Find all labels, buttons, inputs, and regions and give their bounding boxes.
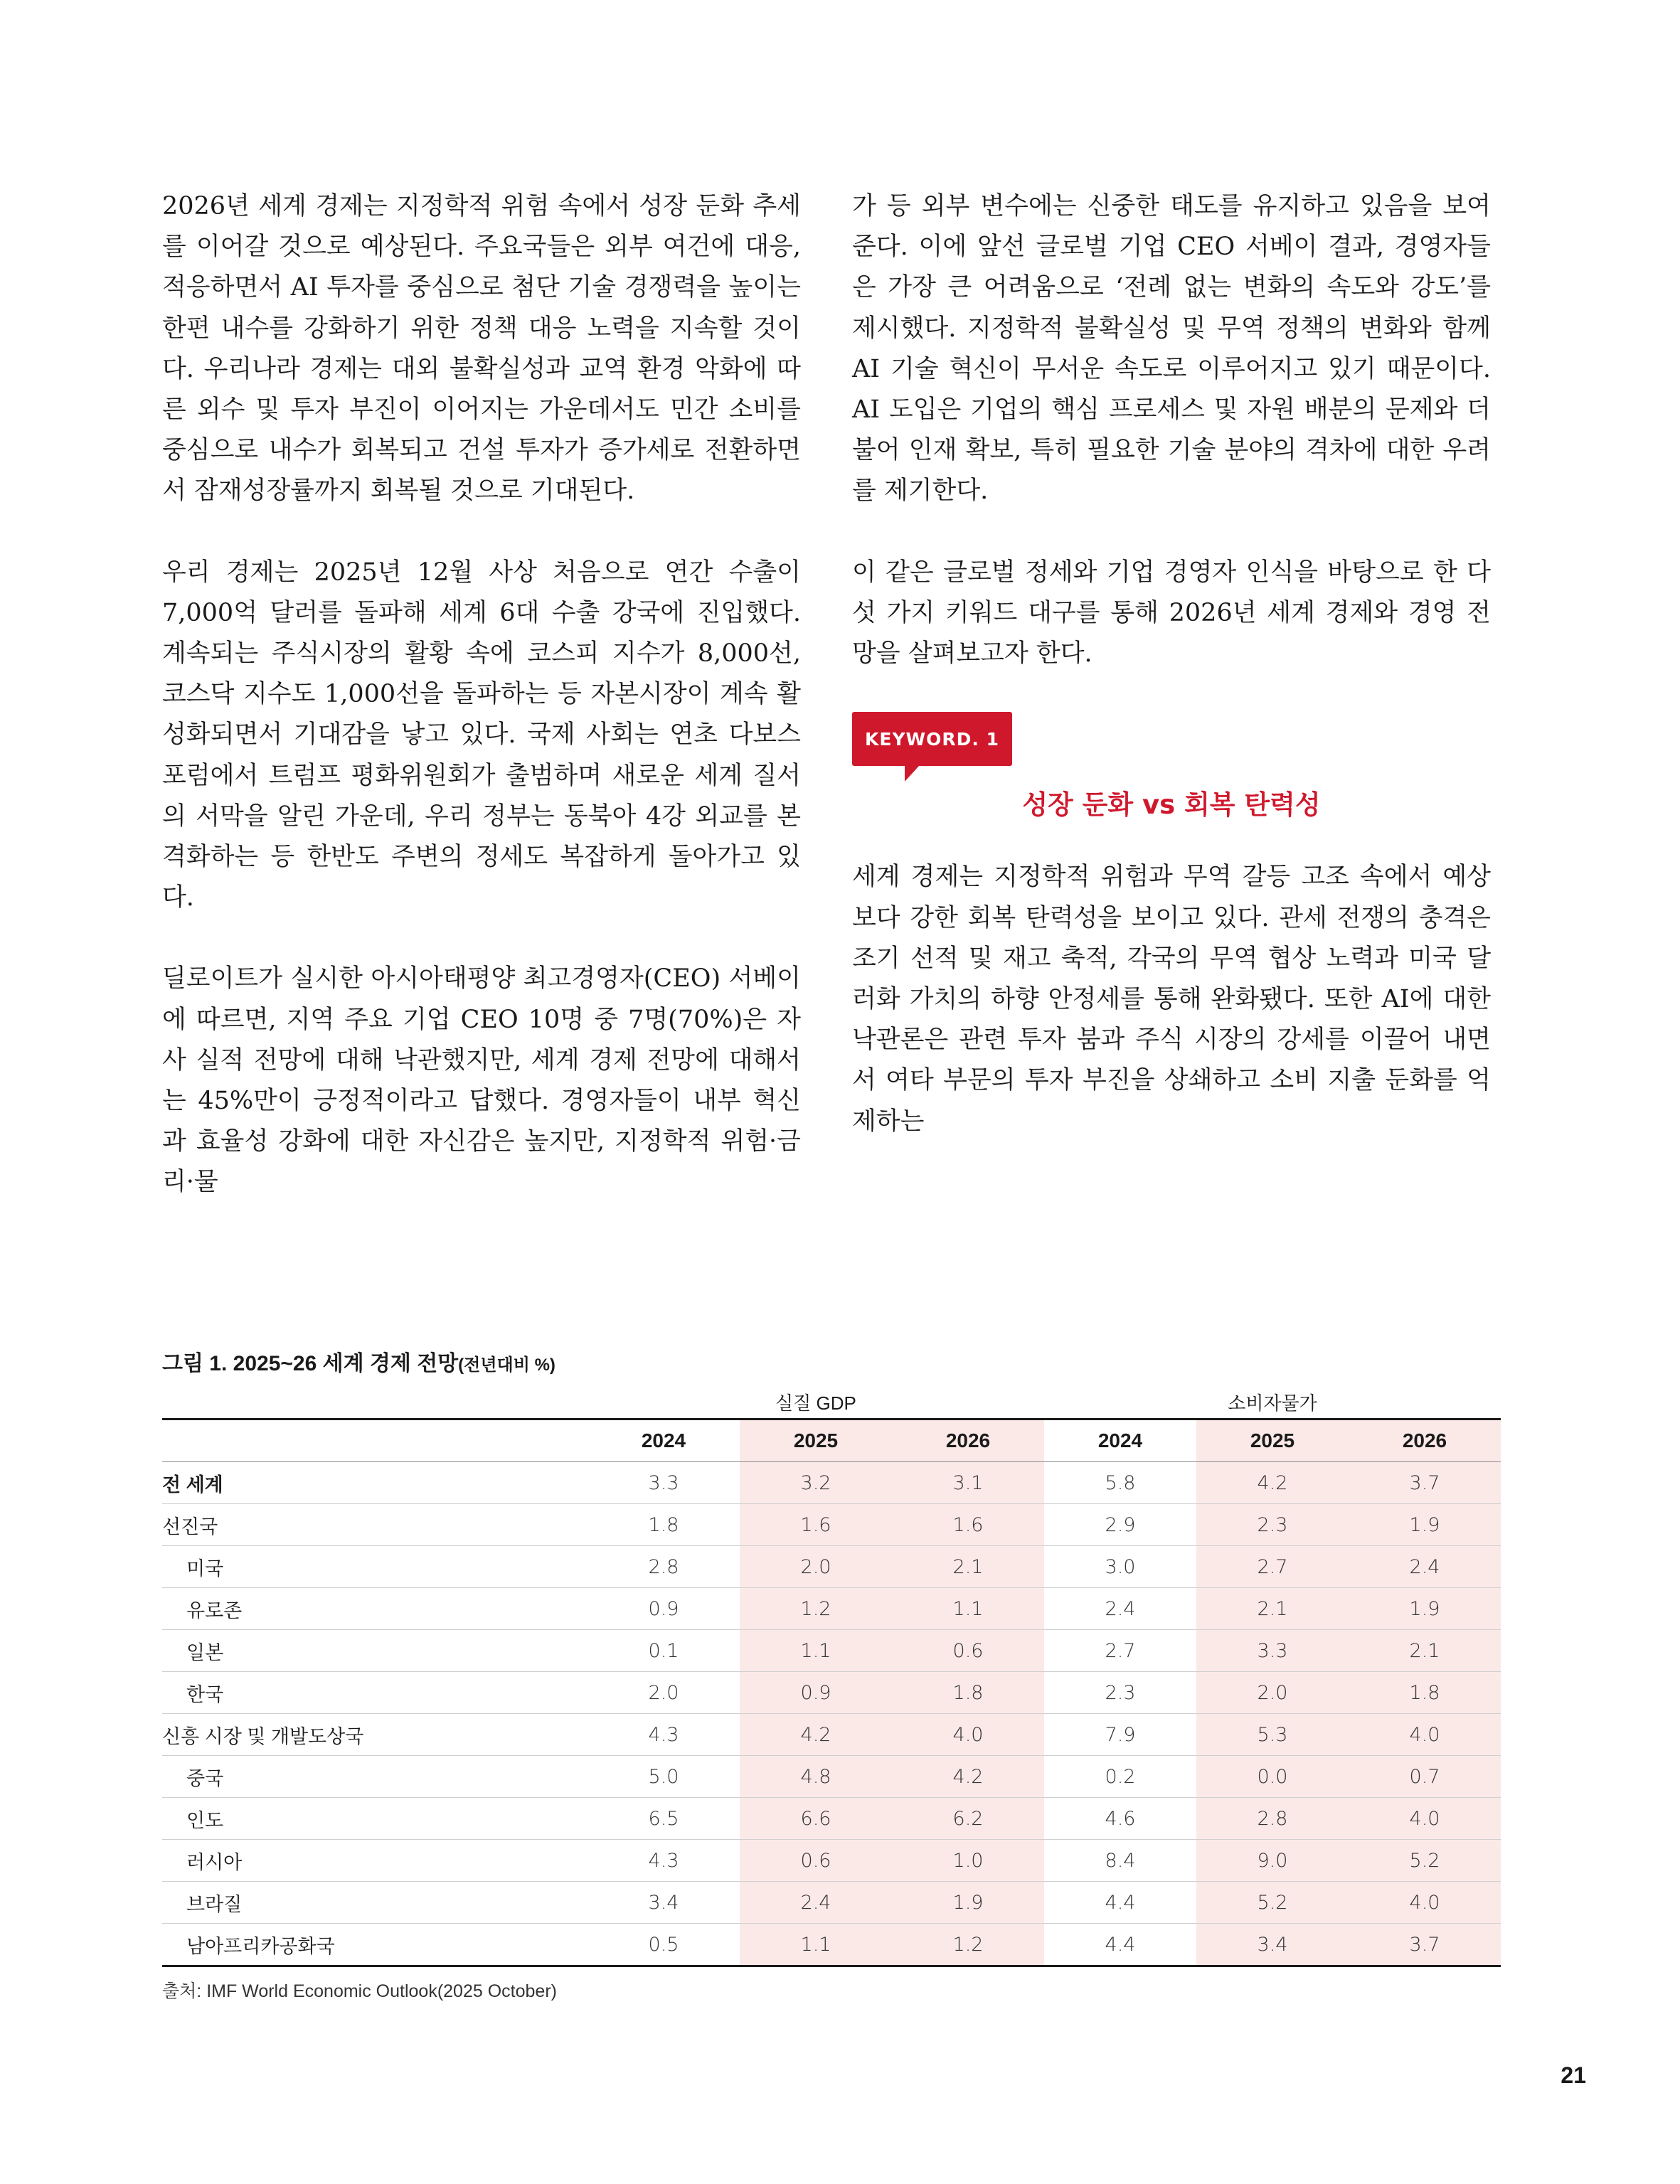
- paragraph: 딜로이트가 실시한 아시아태평양 최고경영자(CEO) 서베이에 따르면, 지역 주요 기업 CEO 10명 중 7명(70%)은 자사 실적 전망에 대해 낙관했지만, 세계 경제 전망에 대해서는 45%만이 긍정적이라고 답했다. 경영자들이 내부 혁신과 효율성 강화에 대한 자신감은 높지만, 지정학적 위험·금리·물: [162, 964, 801, 1197]
- year-header: 2026: [892, 1419, 1044, 1462]
- table-cell: 9.0: [1196, 1840, 1349, 1882]
- table-cell: 2.7: [1196, 1546, 1349, 1588]
- table-cell: 6.2: [892, 1798, 1044, 1840]
- table-cell: 3.0: [1044, 1546, 1196, 1588]
- table-row: [162, 1840, 1501, 1882]
- table-cell: 2.0: [588, 1672, 740, 1714]
- table-cell: 1.8: [892, 1672, 1044, 1714]
- table-cell: 3.7: [1349, 1924, 1501, 1966]
- table-row: [162, 1462, 1501, 1504]
- table-cell: 1.9: [1349, 1588, 1501, 1630]
- table-cell: 3.4: [588, 1882, 740, 1924]
- table-cell: 3.3: [588, 1462, 740, 1504]
- table-cell: 5.8: [1044, 1462, 1196, 1504]
- table-cell: 4.8: [740, 1756, 892, 1798]
- table-cell: 2.3: [1196, 1504, 1349, 1546]
- table-cell: 0.1: [588, 1630, 740, 1672]
- table-cell: 1.8: [588, 1504, 740, 1546]
- table-cell: 4.0: [1349, 1714, 1501, 1756]
- table-cell: 2.8: [1196, 1798, 1349, 1840]
- table-cell: 8.4: [1044, 1840, 1196, 1882]
- table-cell: 2.4: [740, 1882, 892, 1924]
- table-cell: 1.1: [740, 1924, 892, 1966]
- table-row: [162, 1630, 1501, 1672]
- right-text-column: [852, 186, 1491, 1183]
- table-body: [162, 1462, 1501, 1966]
- table-cell: 2.1: [1196, 1588, 1349, 1630]
- table-cell: 1.9: [892, 1882, 1044, 1924]
- row-label: 브라질: [162, 1882, 588, 1924]
- table-cell: 2.4: [1349, 1546, 1501, 1588]
- year-header: 2025: [1196, 1419, 1349, 1462]
- table-cell: 0.9: [588, 1588, 740, 1630]
- table-cell: 2.8: [588, 1546, 740, 1588]
- row-label: 남아프리카공화국: [162, 1924, 588, 1966]
- keyword-heading: 성장 둔화 vs 회복 탄력성: [1022, 789, 1321, 821]
- table-row: [162, 1504, 1501, 1546]
- table-cell: 4.3: [588, 1840, 740, 1882]
- table-row: [162, 1882, 1501, 1924]
- table-cell: 3.3: [1196, 1630, 1349, 1672]
- table-cell: 1.8: [1349, 1672, 1501, 1714]
- table-cell: 4.6: [1044, 1798, 1196, 1840]
- table-row: [162, 1672, 1501, 1714]
- table-cell: 1.1: [740, 1630, 892, 1672]
- figure-title-text: 그림 1. 2025~26 세계 경제 전망: [162, 1352, 459, 1375]
- row-label: 인도: [162, 1798, 588, 1840]
- table-cell: 2.1: [892, 1546, 1044, 1588]
- table-cell: 0.5: [588, 1924, 740, 1966]
- keyword-block: [852, 715, 1491, 823]
- table-cell: 3.7: [1349, 1462, 1501, 1504]
- table-cell: 1.6: [892, 1504, 1044, 1546]
- row-label: 신흥 시장 및 개발도상국: [162, 1714, 588, 1756]
- row-label: 러시아: [162, 1840, 588, 1882]
- row-label: 일본: [162, 1630, 588, 1672]
- outlook-table: [162, 1385, 1501, 1967]
- table-cell: 4.2: [740, 1714, 892, 1756]
- table-cell: 2.0: [740, 1546, 892, 1588]
- table-cell: 5.2: [1349, 1840, 1501, 1882]
- table-cell: 4.4: [1044, 1924, 1196, 1966]
- table-cell: 1.1: [892, 1588, 1044, 1630]
- table-row: [162, 1798, 1501, 1840]
- table-cell: 4.4: [1044, 1882, 1196, 1924]
- table-cell: 4.2: [1196, 1462, 1349, 1504]
- table-cell: 4.2: [892, 1756, 1044, 1798]
- year-header: 2024: [1044, 1419, 1196, 1462]
- table-cell: 7.9: [1044, 1714, 1196, 1756]
- table-cell: 2.1: [1349, 1630, 1501, 1672]
- row-label: 미국: [162, 1546, 588, 1588]
- table-cell: 0.6: [740, 1840, 892, 1882]
- figure-source: 출처: IMF World Economic Outlook(2025 October): [162, 1981, 557, 2001]
- paragraph: 2026년 세계 경제는 지정학적 위험 속에서 성장 둔화 추세를 이어갈 것으로 예상된다. 주요국들은 외부 여건에 대응, 적응하면서 AI 투자를 중심으로 첨단 기술 경쟁력을 높이는 한편 내수를 강화하기 위한 정책 대응 노력을 지속할 것이다. 우리나라 경제는 대외 불확실성과 교역 환경 악화에 따른 외수 및 투자 부진이 이어지는 가운데서도 민간 소비를 중심으로 내수가 회복되고 건설 투자가 증가세로 전환하면서 잠재성장률까지 회복될 것으로 기대된다.: [162, 192, 801, 506]
- table-cell: 2.0: [1196, 1672, 1349, 1714]
- paragraph: 가 등 외부 변수에는 신중한 태도를 유지하고 있음을 보여준다. 이에 앞선 글로벌 기업 CEO 서베이 결과, 경영자들은 가장 큰 어려움으로 ‘전례 없는 변화의 속도와 강도’를 제시했다. 지정학적 불확실성 및 무역 정책의 변화와 함께 AI 기술 혁신이 무서운 속도로 이루어지고 있기 때문이다. AI 도입은 기업의 핵심 프로세스 및 자원 배분의 문제와 더불어 인재 확보, 특히 필요한 기술 분야의 격차에 대한 우려를 제기한다.: [852, 192, 1491, 506]
- group-header-gdp: 실질 GDP: [775, 1392, 856, 1414]
- figure-title: [162, 1350, 1501, 1380]
- table-cell: 0.6: [892, 1630, 1044, 1672]
- table-cell: 5.3: [1196, 1714, 1349, 1756]
- group-header-row: [162, 1385, 1501, 1419]
- group-header-cpi: 소비자물가: [1228, 1392, 1317, 1414]
- table-cell: 5.0: [588, 1756, 740, 1798]
- row-label: 선진국: [162, 1504, 588, 1546]
- year-header: 2025: [740, 1419, 892, 1462]
- table-cell: 1.2: [892, 1924, 1044, 1966]
- table-cell: 0.9: [740, 1672, 892, 1714]
- table-cell: 0.7: [1349, 1756, 1501, 1798]
- table-cell: 1.2: [740, 1588, 892, 1630]
- paragraph: 우리 경제는 2025년 12월 사상 처음으로 연간 수출이 7,000억 달러를 돌파해 세계 6대 수출 강국에 진입했다. 계속되는 주식시장의 활황 속에 코스피 지수가 8,000선, 코스닥 지수도 1,000선을 돌파하는 등 자본시장이 계속 활성화되면서 기대감을 낳고 있다. 국제 사회는 연초 다보스포럼에서 트럼프 평화위원회가 출범하며 새로운 세계 질서의 서막을 알린 가운데, 우리 정부는 동북아 4강 외교를 본격화하는 등 한반도 주변의 정세도 복잡하게 돌아가고 있다.: [162, 558, 801, 912]
- left-text-column: [162, 186, 801, 1244]
- year-header-row: [162, 1419, 1501, 1462]
- economic-outlook-figure: [162, 1350, 1501, 2003]
- page-number: 21: [1561, 2062, 1586, 2088]
- table-cell: 1.6: [740, 1504, 892, 1546]
- row-label: 중국: [162, 1756, 588, 1798]
- keyword-badge: KEYWORD. 1: [852, 712, 1012, 766]
- table-row: [162, 1756, 1501, 1798]
- table-cell: 2.7: [1044, 1630, 1196, 1672]
- row-label: 전 세계: [162, 1462, 588, 1504]
- table-cell: 3.2: [740, 1462, 892, 1504]
- year-header: 2026: [1349, 1419, 1501, 1462]
- table-row: [162, 1924, 1501, 1966]
- table-cell: 6.6: [740, 1798, 892, 1840]
- row-label: 유로존: [162, 1588, 588, 1630]
- table-row: [162, 1714, 1501, 1756]
- table-cell: 4.3: [588, 1714, 740, 1756]
- table-cell: 5.2: [1196, 1882, 1349, 1924]
- table-cell: 3.1: [892, 1462, 1044, 1504]
- table-cell: 4.0: [1349, 1798, 1501, 1840]
- table-cell: 4.0: [1349, 1882, 1501, 1924]
- table-cell: 0.0: [1196, 1756, 1349, 1798]
- table-cell: 3.4: [1196, 1924, 1349, 1966]
- table-cell: 1.0: [892, 1840, 1044, 1882]
- figure-title-unit: (전년대비 %): [458, 1355, 555, 1375]
- table-cell: 1.9: [1349, 1504, 1501, 1546]
- paragraph: 이 같은 글로벌 정세와 기업 경영자 인식을 바탕으로 한 다섯 가지 키워드 대구를 통해 2026년 세계 경제와 경영 전망을 살펴보고자 한다.: [852, 558, 1491, 668]
- year-header: 2024: [588, 1419, 740, 1462]
- table-row: [162, 1588, 1501, 1630]
- table-cell: 4.0: [892, 1714, 1044, 1756]
- table-cell: 2.4: [1044, 1588, 1196, 1630]
- table-cell: 6.5: [588, 1798, 740, 1840]
- table-cell: 0.2: [1044, 1756, 1196, 1798]
- table-cell: 2.9: [1044, 1504, 1196, 1546]
- table-row: [162, 1546, 1501, 1588]
- paragraph: 세계 경제는 지정학적 위험과 무역 갈등 고조 속에서 예상보다 강한 회복 탄력성을 보이고 있다. 관세 전쟁의 충격은 조기 선적 및 재고 축적, 각국의 무역 협상 노력과 미국 달러화 가치의 하향 안정세를 통해 완화됐다. 또한 AI에 대한 낙관론은 관련 투자 붐과 주식 시장의 강세를 이끌어 내면서 여타 부문의 투자 부진을 상쇄하고 소비 지출 둔화를 억제하는: [852, 863, 1491, 1136]
- row-label: 한국: [162, 1672, 588, 1714]
- table-cell: 2.3: [1044, 1672, 1196, 1714]
